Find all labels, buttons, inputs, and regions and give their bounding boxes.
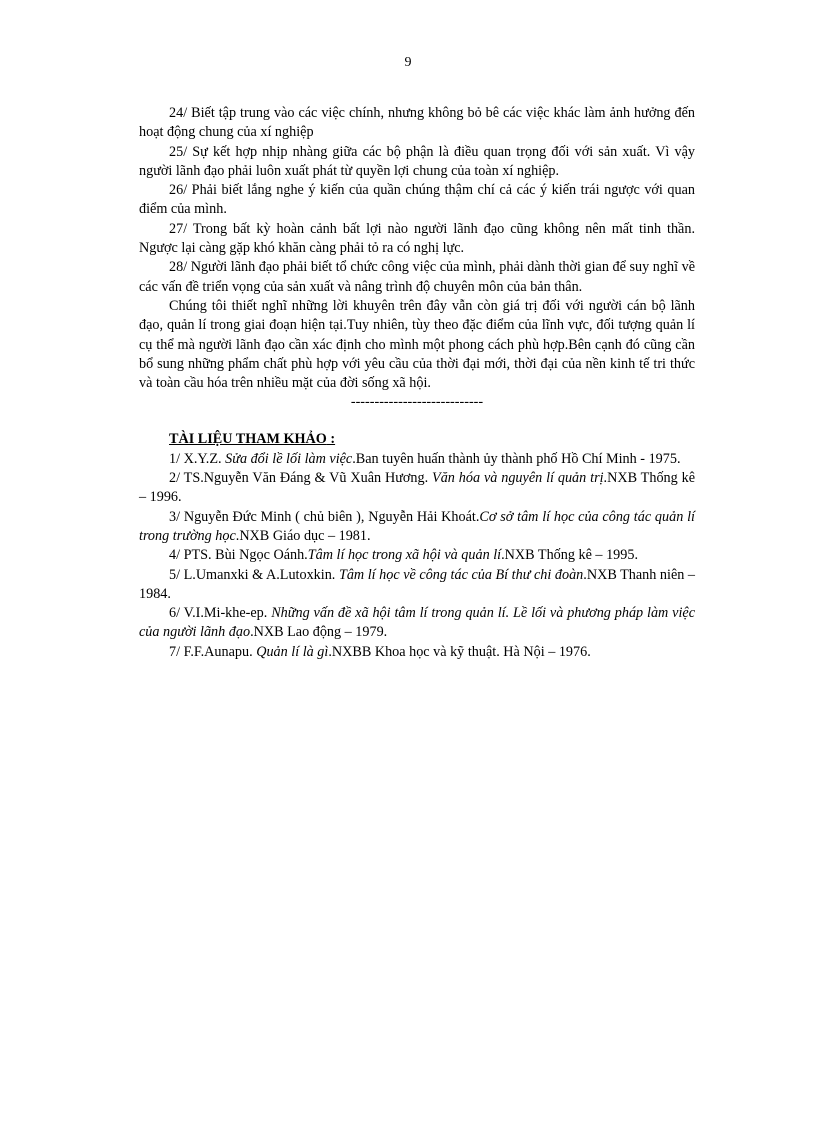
reference-title: Văn hóa và nguyên lí quản trị — [432, 470, 604, 487]
page-body — [139, 104, 695, 662]
paragraph-item-27: 27/ Trong bất kỳ hoàn cảnh bất lợi nào người lãnh đạo cũng không nên mất tinh thần. Ngược lại càng gặp khó khăn càng phải tỏ ra có nghị lực. — [139, 220, 695, 257]
reference-prefix: 6/ V.I.Mi-khe-ep. — [169, 605, 272, 622]
reference-title: Cơ sở tâm lí học của công tác quản lí trong trường học — [139, 508, 695, 544]
reference-suffix: .NXB Thống kê – 1995. — [501, 547, 638, 564]
reference-suffix: .NXB Thống kê – 1996. — [139, 470, 695, 506]
reference-title: Tâm lí học trong xã hội và quản lí — [307, 547, 502, 564]
reference-suffix: .NXB Lao động – 1979. — [250, 624, 388, 641]
references-heading — [139, 430, 695, 449]
reference-prefix: 2/ TS.Nguyễn Văn Đáng & Vũ Xuân Hương. — [169, 470, 433, 487]
reference-item — [139, 450, 695, 469]
reference-item — [139, 604, 695, 643]
reference-suffix: .Ban tuyên huấn thành ủy thành phố Hồ Chí Minh - 1975. — [352, 450, 681, 467]
paragraph-conclusion: Chúng tôi thiết nghĩ những lời khuyên trên đây vẫn còn giá trị đối với người cán bộ lãnh đạo, quản lí trong giai đoạn hiện tại.Tuy nhiên, tùy theo đặc điểm của lĩnh vực, đối tượng quản lí cụ thể mà người lãnh đạo cần xác định cho mình một phong cách phù hợp.Bên cạnh đó cũng cần bổ sung những phẩm chất phù hợp với yêu cầu của thời đại mới, thời đại của nền kinh tế tri thức và toàn cầu hóa trên nhiều mặt của đời sống xã hội. — [139, 297, 695, 392]
reference-prefix: 7/ F.F.Aunapu. — [169, 643, 257, 660]
references-list — [139, 450, 695, 662]
reference-suffix: .NXB Giáo dục – 1981. — [235, 527, 371, 544]
references-title-colon: : — [326, 431, 336, 448]
reference-title: Tâm lí học về công tác của Bí thư chi đoàn — [338, 566, 584, 583]
reference-prefix: 5/ L.Umanxki & A.Lutoxkin. — [169, 566, 339, 583]
paragraph-item-28: 28/ Người lãnh đạo phải biết tổ chức công việc của mình, phải dành thời gian để suy nghĩ về các vấn đề triển vọng của sản xuất và nâng trình độ chuyên môn của bản thân. — [139, 259, 695, 295]
reference-item — [139, 643, 695, 662]
reference-suffix: .NXBB Khoa học và kỹ thuật. Hà Nội – 1976. — [328, 643, 591, 660]
reference-suffix: .NXB Thanh niên – 1984. — [139, 566, 695, 602]
paragraph-item-25: 25/ Sự kết hợp nhịp nhàng giữa các bộ phận là điều quan trọng đối với sản xuất. Vì vậy người lãnh đạo phải luôn xuất phát từ quyền lợi chung của toàn xí nghiệp. — [139, 143, 695, 179]
paragraph-item-26: 26/ Phải biết lắng nghe ý kiến của quần chúng thậm chí cả các ý kiến trái ngược với quan điểm của mình. — [139, 182, 695, 218]
reference-title: Quản lí là gì — [256, 643, 329, 660]
paragraph-item-24: 24/ Biết tập trung vào các việc chính, nhưng không bỏ bê các việc khác làm ảnh hưởng đến hoạt động chung của xí nghiệp — [139, 105, 695, 141]
reference-item — [139, 508, 695, 547]
reference-item — [139, 469, 695, 508]
reference-item — [139, 566, 695, 605]
reference-prefix: 3/ Nguyễn Đức Minh ( chủ biên ), Nguyễn Hải Khoát. — [169, 508, 480, 525]
reference-item — [139, 546, 695, 565]
reference-title: Những vấn đề xã hội tâm lí trong quản lí. Lề lối và phương pháp làm việc của người lãnh đạo — [139, 605, 695, 641]
reference-prefix: 4/ PTS. Bùi Ngọc Oánh. — [169, 547, 308, 564]
references-title: TÀI LIỆU THAM KHẢO — [169, 431, 327, 448]
reference-prefix: 1/ X.Y.Z. — [169, 450, 226, 467]
section-divider: ---------------------------- — [350, 394, 484, 411]
page-number: 9 — [404, 55, 412, 70]
reference-title: Sửa đổi lề lối làm việc — [225, 450, 353, 467]
